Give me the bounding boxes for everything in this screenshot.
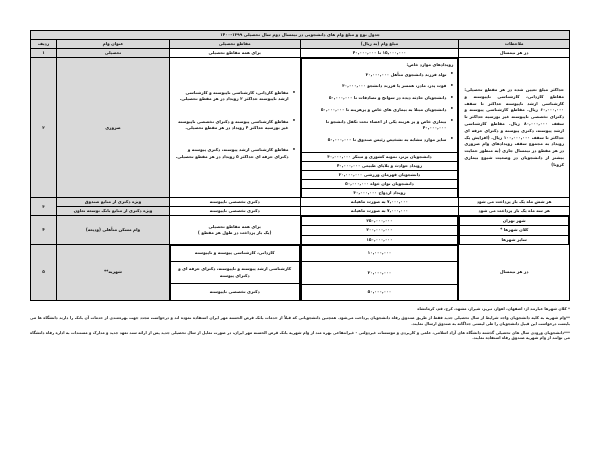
row4-molahezat-subtable <box>459 216 569 243</box>
row5-mablagh-subrow <box>301 261 458 284</box>
row4-molahezat <box>459 216 570 244</box>
list-item: • دانشجویان مبتلا به بیماری های خاص و پرهزینه تا ۵۰,۰۰۰,۰۰۰ <box>306 107 454 113</box>
page-title: جدول نوع و مبلغ وام های دانشجویی در نیمسال دوم سال تحصیلی ۱۳۹۹-۱۴۰۰ <box>31 31 570 40</box>
sub-cell: کاردانی، کارشناسی پیوسته و ناپیوسته <box>170 245 299 261</box>
row5-mablagh-subrow <box>301 284 458 300</box>
table-row <box>31 198 570 207</box>
row2-mablagh-subrow <box>301 170 458 179</box>
row2-mablagh-main <box>301 59 458 152</box>
column-header-mablagh-vam: مبلغ وام (به ریال) <box>300 40 459 49</box>
row1-radif: ۱ <box>31 49 57 58</box>
sub-cell: شهر تهران <box>460 217 569 226</box>
row5-maghta-subrow <box>170 262 299 284</box>
row4-maghta-line2: (یک بار پرداخت در طول هر مقطع ) <box>197 229 272 235</box>
sub-cell: دانشجویان برتر، نمونه کشوری و مبتکر ۳۰,۰۰۰,۰۰۰ <box>301 152 458 161</box>
table-title-row <box>31 31 570 40</box>
row3-molahezat-sub-a: هر شش ماه یک بار پرداخت می شود <box>459 198 570 207</box>
row5-maghta-subrow <box>170 245 299 261</box>
sub-cell: کارشناسی ارشد پیوسته و ناپیوسته، دکترای حرفه ای و دکترای پیوسته <box>170 262 299 284</box>
list-item: • مقاطع کارشناسی ارشد پیوسته، دکتری پیوسته و دکترای حرفه ای حداکثر ۵ رویداد در هر مقطع تحصیلی. <box>174 147 296 160</box>
row2-mablagh-bullets <box>306 72 454 144</box>
row3-onvan-sub-b: ویژه دکتری از منابع بانک توسعه تعاون <box>57 207 170 216</box>
row3-radif: ۳ <box>31 198 57 216</box>
row2-molahezat <box>459 58 570 198</box>
footnote-2: **وام شهریه به کلیه دانشجویان واجد شرایط از سال تحصیلی جدید فقط از طریق صندوق رفاه دانشجویان پرداخت می‌شود. همچنین دانشجویانی که قبلاً از خدمات بانک قرض الحسنه مهر ایران استفاده نموده اند و درخواست مجدد جهت بهره‌مندی از خدمات آن بانک را دارند دانشگاه ها می بایست درخواست این قبیل دانشجویان را طی لیستی جداگانه به صندوق ارسال نمایند. <box>30 314 570 326</box>
row3-mablagh-sub-a: ۷,۰۰۰,۰۰۰ به صورت ماهیانه <box>300 198 459 207</box>
row4-radif: ۴ <box>31 216 57 244</box>
sub-cell: کلان شهرها * <box>460 226 569 235</box>
column-header-radif: ردیف <box>31 40 57 49</box>
table-row <box>31 49 570 58</box>
row3-molahezat-sub-b: هر سه ماه یک بار پرداخت می شود <box>459 207 570 216</box>
footnote-3: ***دانشجویان ورودی سال های تحصیلی گذشته دانشگاه های آزاد اسلامی، علمی و کاربردی و موسسات غیردولتی - غیرانتفاعی بهره مند از وام شهریه بانک قرض الحسنه مهر ایران، در صورت تمایل از سال تحصیلی جدید پس از ارائه سند تعهد جدید و مدارک و مستندات به اداره رفاه دانشگاه می توانند از وام شهریه صندوق رفاه استفاده نمایند. <box>30 329 570 341</box>
sub-cell: ۲۰۰,۰۰۰,۰۰۰ <box>301 226 458 235</box>
row4-maghta <box>169 216 300 244</box>
row3-maghta-sub-b: دکتری تخصصی ناپیوسته <box>169 207 300 216</box>
row3-maghta-sub-a: دکتری تخصصی ناپیوسته <box>169 198 300 207</box>
row4-molahezat-subrow <box>460 235 569 244</box>
table-row <box>31 207 570 216</box>
row5-radif: ۵ <box>31 244 57 300</box>
row2-maghta <box>169 58 300 198</box>
row1-molahezat: در هر نیمسال <box>459 49 570 58</box>
sub-cell: سایر شهرها <box>460 235 569 244</box>
row5-maghta-subrow <box>170 284 299 300</box>
row2-mablagh-subtable <box>301 58 459 197</box>
row4-molahezat-subrow <box>460 217 569 226</box>
column-header-molahezat: ملاحظات <box>459 40 570 49</box>
list-item: • دانشجویان حادثه دیده در سوانح و تصادفات تا ۵۰,۰۰۰,۰۰۰ <box>306 95 454 101</box>
row4-mablagh-subrow <box>301 217 458 226</box>
row5-mablagh-subtable <box>301 245 459 300</box>
row2-mablagh-subrow <box>301 189 458 198</box>
sub-cell: رویداد حوادث و بلایای طبیعی ۴۰,۰۰۰,۰۰۰ <box>301 161 458 170</box>
sub-cell: ۱۵۰,۰۰۰,۰۰۰ <box>301 235 458 244</box>
row1-mablagh: ۱۵,۰۰۰,۰۰۰ تا ۴۰,۰۰۰,۰۰۰ <box>300 49 459 58</box>
row3-onvan-sub-a: ویژه دکتری از منابع صندوق <box>57 198 170 207</box>
row2-mablagh <box>300 58 459 198</box>
column-header-maghate-tahsili: مقاطع تحصیلی <box>169 40 300 49</box>
sub-cell: دانشجویان توان خواه ۵۰,۰۰۰,۰۰۰ <box>301 179 458 188</box>
sub-cell: ۵۰,۰۰۰,۰۰۰ <box>301 284 458 300</box>
list-item: • مقاطع کاردانی، کارشناسی ناپیوسته و کارشناسی ارشد ناپیوسته حداکثر ۲ رویداد در هر مقطع تحصیلی. <box>174 90 296 103</box>
sub-cell: دکتری تخصصی ناپیوسته <box>170 284 299 300</box>
row5-maghta-subtable <box>170 245 300 300</box>
row2-maghta-bullets <box>174 90 296 160</box>
row4-molahezat-subrow <box>460 226 569 235</box>
sub-cell: دانشجویان قهرمان ورزشی ۲۰,۰۰۰,۰۰۰ <box>301 170 458 179</box>
row5-mablagh <box>300 244 459 300</box>
row2-onvan: ضروری <box>57 58 170 198</box>
table-header-row <box>31 40 570 49</box>
table-row <box>31 216 570 244</box>
column-header-onvan-vam: عنوان وام <box>57 40 170 49</box>
row4-mablagh-subrow <box>301 226 458 235</box>
row5-onvan: شهریه** <box>57 244 170 300</box>
row1-onvan: تحصیلی <box>57 49 170 58</box>
row4-mablagh-subrow <box>301 235 458 244</box>
student-loan-table <box>30 30 570 301</box>
list-item: • سایر موارد مشابه به تشخیص رئیس صندوق تا ۵۰,۰۰۰,۰۰۰ <box>306 137 454 143</box>
table-row <box>31 58 570 198</box>
row4-maghta-line1: برای همه مقاطع تحصیلی <box>208 223 261 229</box>
list-item: • بیماری خاص و پر هزینه یکی از اعضاء تحت تکفل دانشجو تا ۴۰,۰۰۰,۰۰۰ <box>306 119 454 132</box>
list-item: • فوت پدر، مادر، همسر یا فرزند دانشجو ۳۰,۰۰۰,۰۰۰ <box>306 83 454 89</box>
footnotes-section <box>30 306 570 341</box>
row2-mablagh-subrow <box>301 152 458 161</box>
row1-maghta: برای همه مقاطع تحصیلی <box>169 49 300 58</box>
row3-mablagh-sub-b: ۷,۰۰۰,۰۰۰ به صورت ماهیانه <box>300 207 459 216</box>
footnote-1: * کلان شهرها عبارتند از: اصفهان، اهواز، تبریز، شیراز، مشهد، کرج، قم، کرمانشاه <box>417 305 570 311</box>
row4-mablagh <box>300 216 459 244</box>
row2-molahezat-text: حداکثر مبلغ تعیین شده در هر مقطع تحصیلی: مقاطع کاردانی، کارشناسی ناپیوسته و کارشناسی ارشد ناپیوسته حداکثر تا سقف ۶۰,۰۰۰,۰۰۰ ریال. مقاطع کارشناسی پیوسته و دکترای تخصصی ناپیوسته غیر بورسیه حداکثر تا سقف ۸۰,۰۰۰,۰۰۰ ریال. مقاطع کارشناسی ارشد پیوسته، دکتری پیوسته و دکترای حرفه ای حداکثر تا سقف ۱۰۰,۰۰۰,۰۰۰ ریال. (افزایش یک رویداد به مجموع سقف رویدادهای وام ضروری در هر مقطع در نیمسال جاری (به منظور حمایت بیشتر از دانشجویان در وضعیت شیوع بیماری کرونا) <box>464 86 565 167</box>
row5-molahezat: در هر نیمسال <box>459 244 570 300</box>
row4-onvan: وام مسکن متأهلی (ودیعه) <box>57 216 170 244</box>
row2-mablagh-subrow <box>301 179 458 188</box>
sub-cell: رویداد ازدواج ۳۰,۰۰۰,۰۰۰ <box>301 189 458 198</box>
table-row <box>31 244 570 300</box>
sub-cell: ۱۰,۰۰۰,۰۰۰ <box>301 245 458 261</box>
row2-mablagh-subrow <box>301 161 458 170</box>
list-item: • مقاطع کارشناسی پیوسته و دکترای تخصصی ناپیوسته غیر بورسیه حداکثر ۴ رویداد در هر مقطع تحصیلی. <box>174 119 296 132</box>
row2-mablagh-lead: رویدادهای موارد خاص: <box>406 62 454 68</box>
sub-cell: ۲۵۰,۰۰۰,۰۰۰ <box>301 217 458 226</box>
row4-mablagh-subtable <box>301 216 459 243</box>
sub-cell: ۲۰,۰۰۰,۰۰۰ <box>301 261 458 284</box>
row5-mablagh-subrow <box>301 245 458 261</box>
row2-radif: ۲ <box>31 58 57 198</box>
list-item: • تولد فرزند دانشجوی متأهل ۳۰,۰۰۰,۰۰۰ <box>306 72 454 78</box>
row5-maghta <box>169 244 300 300</box>
